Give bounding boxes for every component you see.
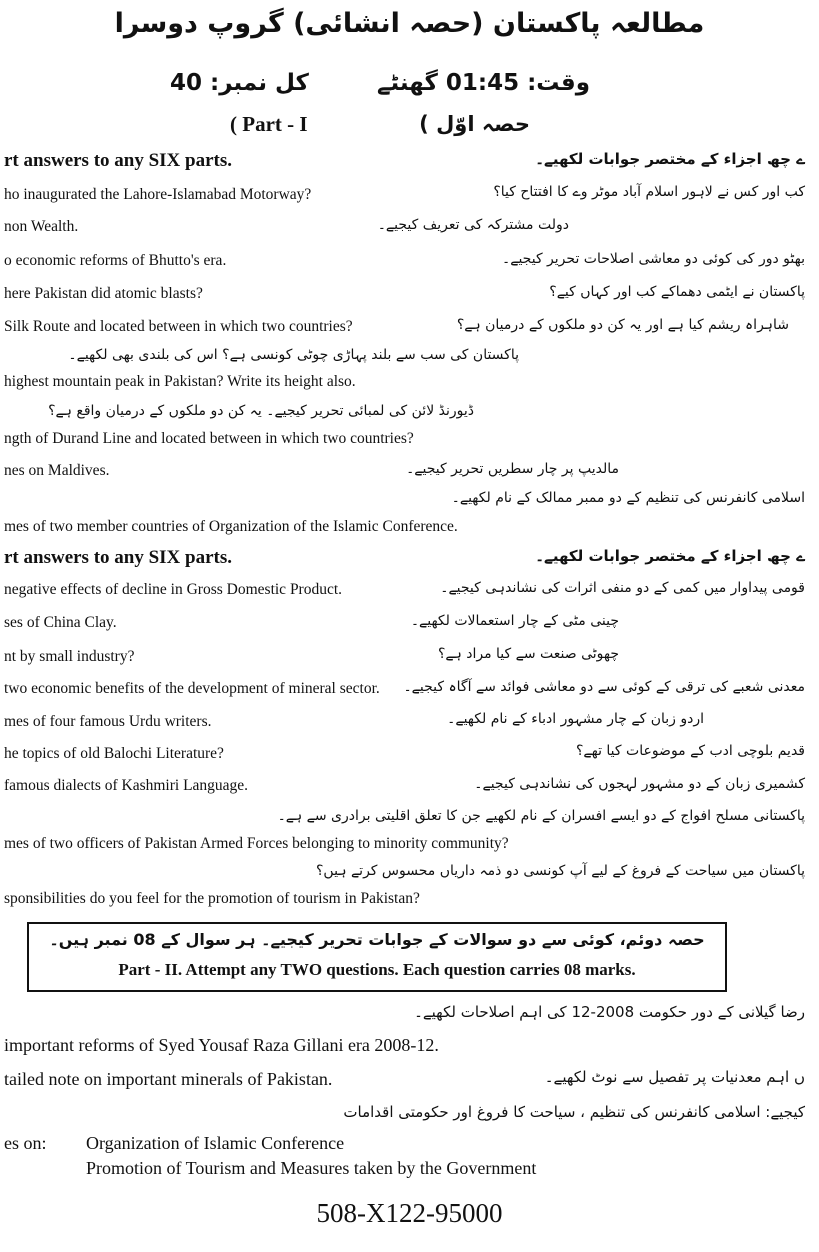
s1-q3-ur: بھٹو دور کی کوئی دو معاشی اصلاحات تحریر کیجیے۔ bbox=[502, 251, 805, 267]
s2-q7-ur: کشمیری زبان کے دو مشہور لہجوں کی نشاندہی کیجیے۔ bbox=[474, 776, 805, 792]
lq2-ur: ں اہم معدنیات پر تفصیل سے نوٹ لکھیے۔ bbox=[544, 1068, 805, 1086]
lq3-ur: کیجیے: اسلامی کانفرنس کی تنظیم ، سیاحت کا فروغ اور حکومتی اقدامات bbox=[343, 1103, 805, 1121]
part-two-instructions-box bbox=[27, 922, 727, 992]
s2-q4-en: two economic benefits of the development of mineral sector. bbox=[4, 680, 380, 697]
s2-q6-ur: قدیم بلوچی ادب کے موضوعات کیا تھے؟ bbox=[575, 743, 805, 759]
s2-q4-ur: معدنی شعبے کی ترقی کے کوئی سے دو معاشی فوائد سے آگاہ کیجیے۔ bbox=[403, 679, 805, 695]
lq2-en: tailed note on important minerals of Pakistan. bbox=[4, 1069, 333, 1089]
s1-q5-ur: شاہراہ ریشم کیا ہے اور یہ کن دو ملکوں کے درمیان ہے؟ bbox=[456, 317, 789, 333]
s2-q1-ur: قومی پیداوار میں کمی کے دو منفی اثرات کی نشاندہی کیجیے۔ bbox=[440, 580, 805, 596]
s2-q2-en: ses of China Clay. bbox=[4, 614, 117, 631]
section2-heading-ur: ے چھ اجزاء کے مختصر جوابات لکھیے۔ bbox=[535, 547, 805, 565]
paper-code: 508-X122-95000 bbox=[316, 1198, 503, 1228]
s1-q6-ur: پاکستان کی سب سے بلند پہاڑی چوٹی کونسی ہے؟ اس کی بلندی بھی لکھیے۔ bbox=[68, 347, 519, 363]
s2-q3-ur: چھوٹی صنعت سے کیا مراد ہے؟ bbox=[437, 646, 619, 662]
s1-q9-ur: اسلامی کانفرنس کی تنظیم کے دو ممبر ممالک کے نام لکھیے۔ bbox=[451, 490, 805, 506]
s2-q7-en: famous dialects of Kashmiri Language. bbox=[4, 777, 249, 794]
paper-title: مطالعہ پاکستان (حصہ انشائی) گروپ دوسرا bbox=[114, 8, 705, 39]
lq3-en-prefix: es on: bbox=[4, 1133, 47, 1153]
s1-q2-en: non Wealth. bbox=[4, 218, 79, 235]
s1-q5-en: Silk Route and located between in which two countries? bbox=[4, 318, 353, 335]
s2-q5-ur: اردو زبان کے چار مشہور ادباء کے نام لکھیے۔ bbox=[447, 711, 704, 727]
part-one-en: ( Part - I bbox=[230, 112, 308, 136]
s2-q8-en: mes of two officers of Pakistan Armed Forces belonging to minority community? bbox=[4, 835, 509, 852]
s2-q3-en: nt by small industry? bbox=[4, 648, 135, 665]
time-allowed: وقت: 01:45 گھنٹے bbox=[377, 70, 590, 96]
s1-q8-en: nes on Maldives. bbox=[4, 462, 110, 479]
s2-q2-ur: چینی مٹی کے چار استعمالات لکھیے۔ bbox=[410, 613, 619, 629]
s2-q9-en: sponsibilities do you feel for the promotion of tourism in Pakistan? bbox=[4, 890, 420, 907]
s2-q1-en: negative effects of decline in Gross Domestic Product. bbox=[4, 581, 343, 598]
s1-q4-en: here Pakistan did atomic blasts? bbox=[4, 285, 203, 302]
lq1-en: important reforms of Syed Yousaf Raza Gillani era 2008-12. bbox=[4, 1035, 439, 1055]
s1-q4-ur: پاکستان نے ایٹمی دھماکے کب اور کہاں کیے؟ bbox=[549, 284, 805, 300]
s1-q6-en: highest mountain peak in Pakistan? Write its height also. bbox=[4, 373, 356, 390]
section1-heading-en: rt answers to any SIX parts. bbox=[4, 150, 232, 171]
part-one-ur: حصہ اوّل ) bbox=[419, 112, 530, 136]
part-two-instructions-ur: حصہ دوئم، کوئی سے دو سوالات کے جوابات تحریر کیجیے۔ ہر سوال کے 08 نمبر ہیں۔ bbox=[49, 930, 705, 949]
lq1-ur: رضا گیلانی کے دور حکومت 2008-12 کی اہم اصلاحات لکھیے۔ bbox=[414, 1003, 805, 1021]
s2-q8-ur: پاکستانی مسلح افواج کے دو ایسے افسران کے نام لکھیے جن کا تعلق اقلیتی برادری سے ہے۔ bbox=[277, 808, 805, 824]
s1-q2-ur: دولت مشترکہ کی تعریف کیجیے۔ bbox=[377, 217, 569, 233]
s1-q3-en: o economic reforms of Bhutto's era. bbox=[4, 252, 227, 269]
s1-q9-en: mes of two member countries of Organization of the Islamic Conference. bbox=[4, 518, 458, 535]
s1-q8-ur: مالدیپ پر چار سطریں تحریر کیجیے۔ bbox=[406, 461, 619, 477]
s1-q7-ur: ڈیورنڈ لائن کی لمبائی تحریر کیجیے۔ یہ کن دو ملکوں کے درمیان واقع ہے؟ bbox=[48, 403, 474, 419]
section2-heading-en: rt answers to any SIX parts. bbox=[4, 547, 232, 568]
lq3-en-b: Promotion of Tourism and Measures taken by the Government bbox=[86, 1158, 537, 1178]
s2-q5-en: mes of four famous Urdu writers. bbox=[4, 713, 212, 730]
time-marks-row bbox=[170, 70, 590, 96]
s2-q6-en: he topics of old Balochi Literature? bbox=[4, 745, 224, 762]
s2-q9-ur: پاکستان میں سیاحت کے فروغ کے لیے آپ کونسی دو ذمہ داریاں محسوس کرتے ہیں؟ bbox=[316, 863, 805, 879]
s1-q7-en: ngth of Durand Line and located between in which two countries? bbox=[4, 430, 414, 447]
s1-q1-en: ho inaugurated the Lahore-Islamabad Motorway? bbox=[4, 186, 312, 203]
s1-q1-ur: کب اور کس نے لاہور اسلام آباد موٹر وے کا افتتاح کیا؟ bbox=[493, 184, 805, 200]
section1-heading-ur: ے چھ اجزاء کے مختصر جوابات لکھیے۔ bbox=[535, 150, 805, 168]
total-marks: کل نمبر: 40 bbox=[170, 70, 309, 96]
part-two-instructions-en: Part - II. Attempt any TWO questions. Each question carries 08 marks. bbox=[118, 960, 636, 979]
lq3-en-a: Organization of Islamic Conference bbox=[86, 1133, 345, 1153]
